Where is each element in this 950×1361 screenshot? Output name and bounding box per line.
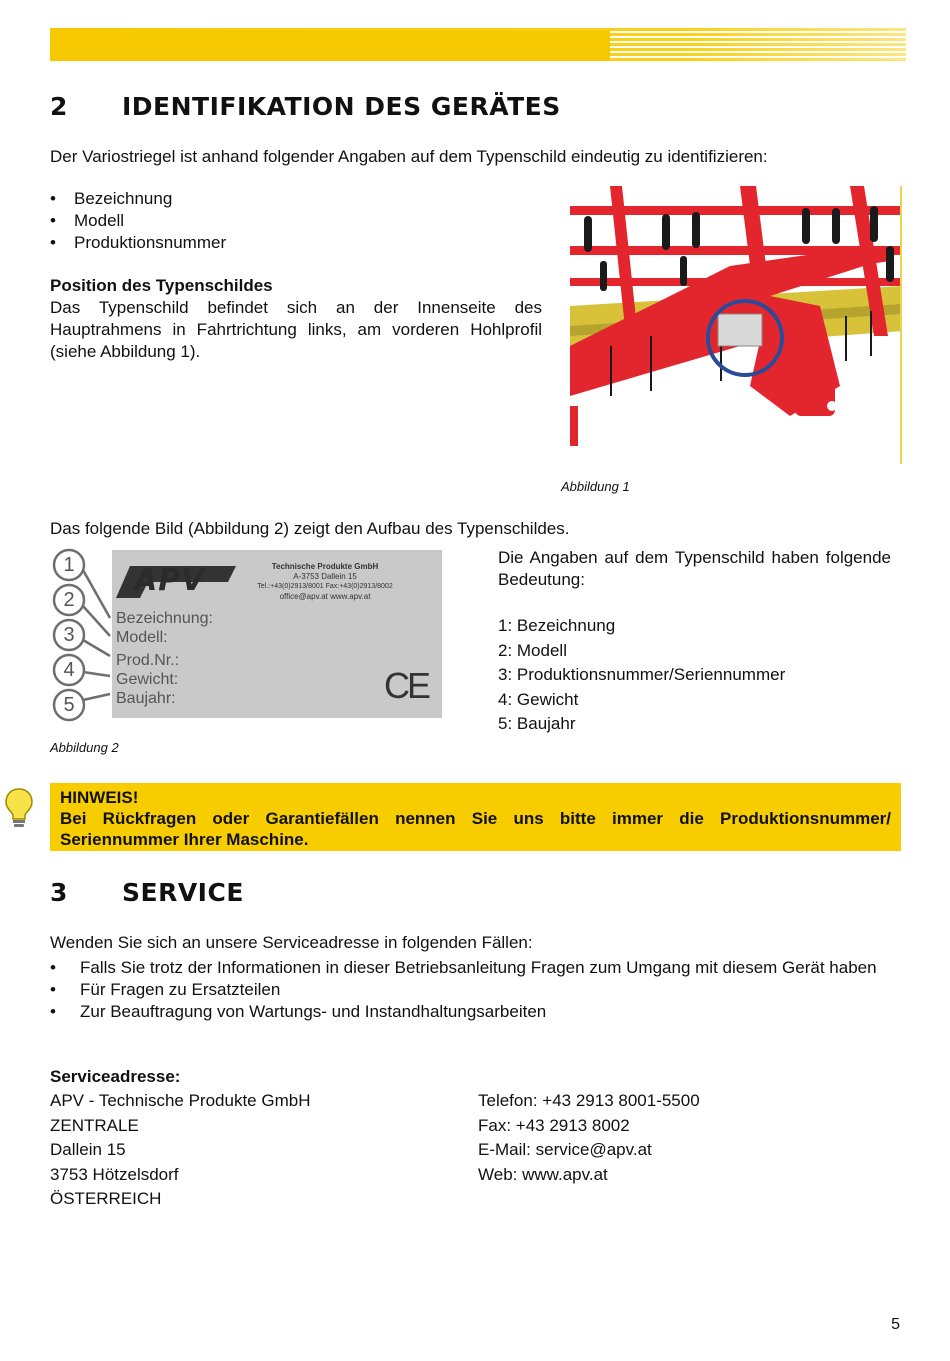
address-line: 3753 Hötzelsdorf [50, 1164, 179, 1184]
notice-box [50, 783, 901, 851]
legend-item: 5: Baujahr [498, 714, 576, 733]
section-3-heading [50, 878, 244, 907]
contact-phone: Telefon: +43 2913 8001-5500 [478, 1091, 700, 1110]
plate-field-gewicht: Gewicht: [116, 671, 179, 688]
ce-mark: CE [384, 665, 429, 706]
figure-2-intro: Das folgende Bild (Abbildung 2) zeigt den Aufbau des Typenschildes. [50, 519, 570, 538]
legend-item: 4: Gewicht [498, 689, 579, 709]
notice-title: HINWEIS! [60, 788, 139, 807]
legend-item: 3: Produktionsnummer/Seriennummer [498, 665, 786, 684]
section-2-intro: Der Variostriegel ist anhand folgender Angaben auf dem Typenschild eindeutig zu identifizieren: [50, 147, 768, 166]
plate-number-1: 1 [63, 554, 75, 576]
page-number: 5 [891, 1316, 900, 1333]
address-line: APV - Technische Produkte GmbH [50, 1091, 311, 1110]
plate-number-2: 2 [63, 589, 75, 611]
plate-phone: Tel.:+43(0)2913/8001 Fax:+43(0)2913/8002 [257, 583, 393, 590]
position-text: Das Typenschild befindet sich an der Innenseite des Hauptrahmens in Fahrtrichtung links, am vorderen Hohlprofil (siehe Abbildung 1). [50, 298, 542, 361]
section-3-title: SERVICE [122, 878, 244, 907]
plate-number-3: 3 [63, 624, 75, 646]
plate-web: office@apv.at www.apv.at [279, 592, 371, 601]
section-3-number: 3 [50, 878, 68, 907]
service-address-heading: Serviceadresse: [50, 1067, 181, 1086]
plate-field-modell: Modell: [116, 629, 168, 646]
legend-list [498, 614, 898, 737]
plate-address: A-3753 Dallein 15 [293, 572, 357, 581]
plate-company-block [250, 562, 400, 602]
address-line: Dallein 15 [50, 1140, 126, 1159]
contact-web: Web: www.apv.at [478, 1164, 608, 1184]
figure-2-type-plate [50, 548, 444, 724]
lightbulb-icon [2, 785, 36, 829]
address-line: ZENTRALE [50, 1115, 139, 1135]
header-stripe-banner [50, 26, 906, 66]
plate-fields [116, 609, 213, 708]
apv-logo: APV [134, 563, 206, 598]
figure-1-caption: Abbildung 1 [561, 479, 630, 494]
notice-line-2: Seriennummer Ihrer Maschine. [60, 830, 309, 849]
contact-email: E-Mail: service@apv.at [478, 1140, 652, 1159]
list-item: • Falls Sie trotz der Informationen in dieser Betriebsanleitung Fragen zum Umgang mit diesem Gerät haben [50, 957, 902, 979]
position-heading: Position des Typenschildes [50, 276, 273, 295]
contact-fax: Fax: +43 2913 8002 [478, 1115, 630, 1135]
service-address [50, 1089, 450, 1212]
plate-number-5: 5 [63, 694, 75, 716]
figure-2-caption: Abbildung 2 [50, 740, 119, 755]
list-item: • Produktionsnummer [50, 232, 530, 254]
service-cases-list [50, 957, 902, 1023]
list-item: • Modell [50, 210, 530, 232]
plate-company: Technische Produkte GmbH [271, 562, 379, 571]
section-3-intro: Wenden Sie sich an unsere Serviceadresse in folgenden Fällen: [50, 933, 533, 952]
section-2-title: IDENTIFIKATION DES GERÄTES [122, 92, 561, 121]
notice-line-1: Bei Rückfragen oder Garantiefällen nennen Sie uns bitte immer die Produktionsnummer/ [60, 809, 891, 828]
list-item: • Bezeichnung [50, 188, 530, 210]
legend-intro: Die Angaben auf dem Typenschild haben folgende Bedeutung: [498, 548, 891, 589]
plate-number-4: 4 [63, 659, 75, 681]
legend-item: 2: Modell [498, 640, 567, 660]
plate-field-bezeichnung: Bezeichnung: [116, 610, 213, 627]
legend-item: 1: Bezeichnung [498, 616, 616, 635]
section-2-number: 2 [50, 92, 68, 121]
plate-field-baujahr: Baujahr: [116, 690, 176, 707]
list-item: • Zur Beauftragung von Wartungs- und Instandhaltungsarbeiten [50, 1001, 902, 1023]
address-line: ÖSTERREICH [50, 1189, 162, 1208]
plate-field-prodnr: Prod.Nr.: [116, 652, 180, 669]
list-item: • Für Fragen zu Ersatzteilen [50, 979, 902, 1001]
figure-1-frame-image [570, 186, 902, 464]
service-contact [478, 1089, 898, 1187]
identification-list [50, 188, 530, 254]
section-2-heading [50, 92, 561, 121]
